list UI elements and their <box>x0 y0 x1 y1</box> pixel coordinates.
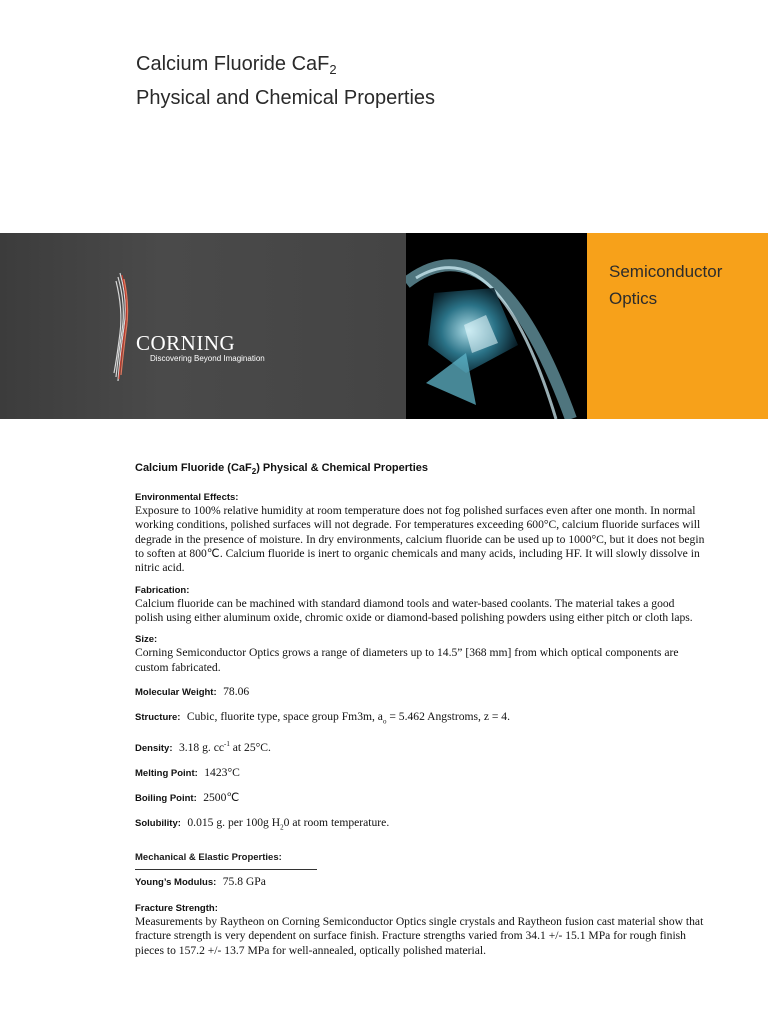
melting-point: Melting Point: 1423°C <box>135 766 240 780</box>
brand-tagline: Discovering Beyond Imagination <box>150 354 265 363</box>
segment-panel <box>587 233 768 419</box>
fabrication: Fabrication: Calcium fluoride can be machined with standard diamond tools and water-based coolants. The material takes a good polish using either aluminum oxide, chromic oxide or diamond-based polishing powders using either pitch or cloth laps. <box>135 584 693 624</box>
brand-name: CORNING <box>136 331 236 355</box>
environmental-effects: Environmental Effects: Exposure to 100% relative humidity at room temperature does not fog polished surfaces even after one month. In normal working conditions, polished surfaces will not degrade. For temperatures exceeding 600°C, calcium fluoride surfaces will degrade in the presence of moisture. In dry environments, calcium fluoride can be used up to 1000°C, but it does not begin to soften at 800℃. Calcium fluoride is inert to organic chemicals and many acids, including HF. It will slowly dissolve in nitric acid. <box>135 492 705 575</box>
molecular-weight: Molecular Weight: 78.06 <box>135 684 250 698</box>
brand-panel <box>0 233 406 419</box>
size: Size: Corning Semiconductor Optics grows a range of diameters up to 14.5” [368 mm] from which optical components are custom fabricated. <box>135 634 679 674</box>
density: Density: 3.18 g. $cc^{-1}$ at 25°C. <box>135 740 271 755</box>
fracture-strength: Fracture Strength: Measurements by Raytheon on Corning Semiconductor Optics single crystals and Raytheon fusion cast material show that fracture strength is very dependent on surface finish. Fracture strengths varied from 34.1 +/- 15.1 MPa for rough finish pieces to 157.2 +/- 13.7 MPa for well-annealed, optically polished material. <box>135 902 704 957</box>
properties-content <box>135 462 705 967</box>
structure: Structure: Cubic, fluorite type, space group Fm3m, $a_o = 5.462$ Angstroms, z = 4. <box>135 709 510 726</box>
title-line-1: Calcium Fluoride CaF$_2$ <box>136 53 337 77</box>
solubility: Solubility: 0.015 g. per 100g $H_20$ at room temperature. <box>135 816 390 832</box>
crystal-photo <box>406 233 587 419</box>
document-title <box>136 50 435 112</box>
mechanical-properties-title: Mechanical & Elastic Properties: <box>135 852 317 870</box>
crystal-image <box>406 233 587 419</box>
title-line-2: Physical and Chemical Properties <box>136 87 436 109</box>
boiling-point: Boiling Point: 2500℃ <box>135 791 240 805</box>
corning-logo-icon <box>110 271 132 383</box>
segment-label: Semiconductor Optics <box>609 262 723 308</box>
section-title: Calcium Fluoride (CaF$_2$) Physical & Chemical Properties <box>135 462 428 477</box>
header-banner <box>0 233 768 419</box>
youngs-modulus: Young’s Modulus: 75.8 GPa <box>135 874 266 888</box>
